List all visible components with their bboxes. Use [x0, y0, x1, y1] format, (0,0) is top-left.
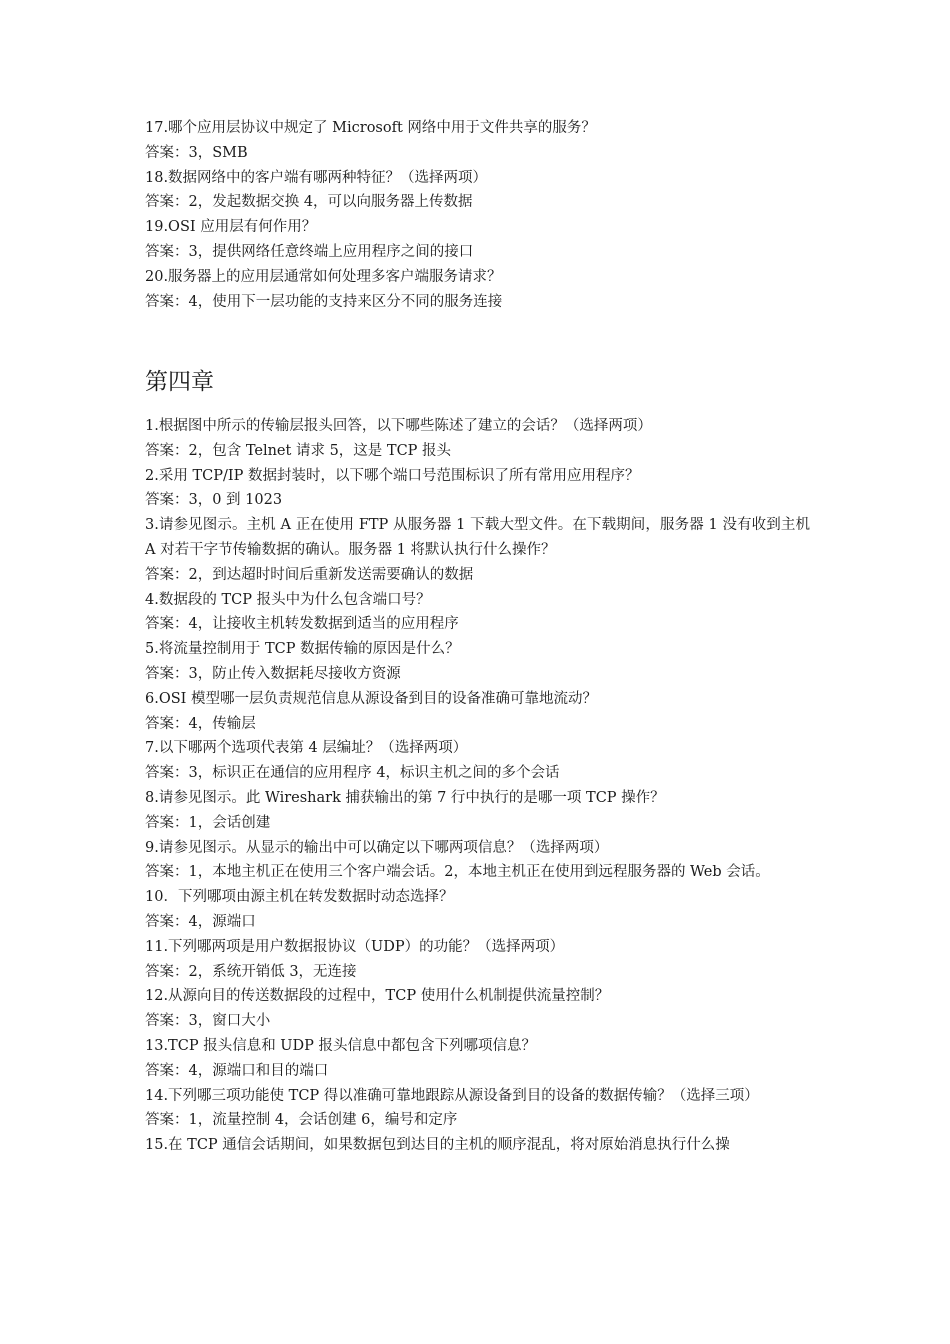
question-10: 10．下列哪项由源主机在转发数据时动态选择？	[145, 889, 454, 906]
chapter-four-body	[145, 414, 810, 1158]
chapter-heading: 第四章	[145, 369, 214, 395]
answer-4: 答案：4，让接收主机转发数据到适当的应用程序	[145, 616, 459, 633]
answer-17: 答案：3，SMB	[145, 144, 248, 161]
question-3: 3.请参见图示。主机 A 正在使用 FTP 从服务器 1 下载大型文件。在下载期间，服务器 1 没有收到主机 A 对若干字节传输数据的确认。服务器 1 将默认执行什么操作？	[145, 517, 810, 558]
answer-12: 答案：3，窗口大小	[145, 1013, 271, 1030]
chapter-three-tail	[145, 116, 810, 314]
answer-5: 答案：3，防止传入数据耗尽接收方资源	[145, 665, 401, 682]
answer-7: 答案：3，标识正在通信的应用程序 4，标识主机之间的多个会话	[145, 765, 560, 782]
question-7: 7.以下哪两个选项代表第 4 层编址？（选择两项）	[145, 740, 468, 757]
answer-13: 答案：4，源端口和目的端口	[145, 1062, 329, 1079]
question-4: 4.数据段的 TCP 报头中为什么包含端口号？	[145, 591, 431, 608]
question-17: 17.哪个应用层协议中规定了 Microsoft 网络中用于文件共享的服务？	[145, 120, 596, 136]
answer-14: 答案：1，流量控制 4，会话创建 6，编号和定序	[145, 1112, 458, 1129]
question-6: 6.OSI 模型哪一层负责规范信息从源设备到目的设备准确可靠地流动？	[145, 690, 597, 707]
answer-10: 答案：4，源端口	[145, 913, 256, 930]
question-8: 8.请参见图示。此 Wireshark 捕获输出的第 7 行中执行的是哪一项 TCP 操作？	[145, 789, 665, 806]
question-5: 5.将流量控制用于 TCP 数据传输的原因是什么？	[145, 641, 460, 658]
answer-9: 答案：1，本地主机正在使用三个客户端会话。2，本地主机正在使用到远程服务器的 Web 会话。	[145, 864, 770, 881]
answer-11: 答案：2，系统开销低 3，无连接	[145, 963, 357, 980]
question-11: 11.下列哪两项是用户数据报协议（UDP）的功能？（选择两项）	[145, 938, 565, 955]
answer-2: 答案：3，0 到 1023	[145, 492, 283, 509]
question-12: 12.从源向目的传送数据段的过程中，TCP 使用什么机制提供流量控制？	[145, 988, 610, 1005]
question-15: 15.在 TCP 通信会话期间，如果数据包到达目的主机的顺序混乱，将对原始消息执行什么操	[145, 1137, 730, 1154]
answer-18: 答案：2，发起数据交换 4，可以向服务器上传数据	[145, 194, 473, 211]
answer-6: 答案：4，传输层	[145, 715, 256, 732]
answer-3: 答案：2，到达超时时间后重新发送需要确认的数据	[145, 566, 474, 583]
question-18: 18.数据网络中的客户端有哪两种特征？（选择两项）	[145, 169, 488, 186]
question-1: 1.根据图中所示的传输层报头回答，以下哪些陈述了建立的会话？（选择两项）	[145, 418, 652, 434]
question-13: 13.TCP 报头信息和 UDP 报头信息中都包含下列哪项信息？	[145, 1037, 537, 1054]
answer-20: 答案：4，使用下一层功能的支持来区分不同的服务连接	[145, 293, 503, 310]
question-9: 9.请参见图示。从显示的输出中可以确定以下哪两项信息？（选择两项）	[145, 839, 609, 856]
answer-8: 答案：1，会话创建	[145, 814, 271, 831]
question-20: 20.服务器上的应用层通常如何处理多客户端服务请求？	[145, 268, 502, 285]
answer-19: 答案：3，提供网络任意终端上应用程序之间的接口	[145, 243, 474, 260]
answer-1: 答案：2，包含 Telnet 请求 5，这是 TCP 报头	[145, 442, 452, 459]
question-2: 2.采用 TCP/IP 数据封装时，以下哪个端口号范围标识了所有常用应用程序？	[145, 467, 640, 484]
question-14: 14.下列哪三项功能使 TCP 得以准确可靠地跟踪从源设备到目的设备的数据传输？（选择三项）	[145, 1087, 759, 1104]
question-19: 19.OSI 应用层有何作用？	[145, 219, 317, 236]
